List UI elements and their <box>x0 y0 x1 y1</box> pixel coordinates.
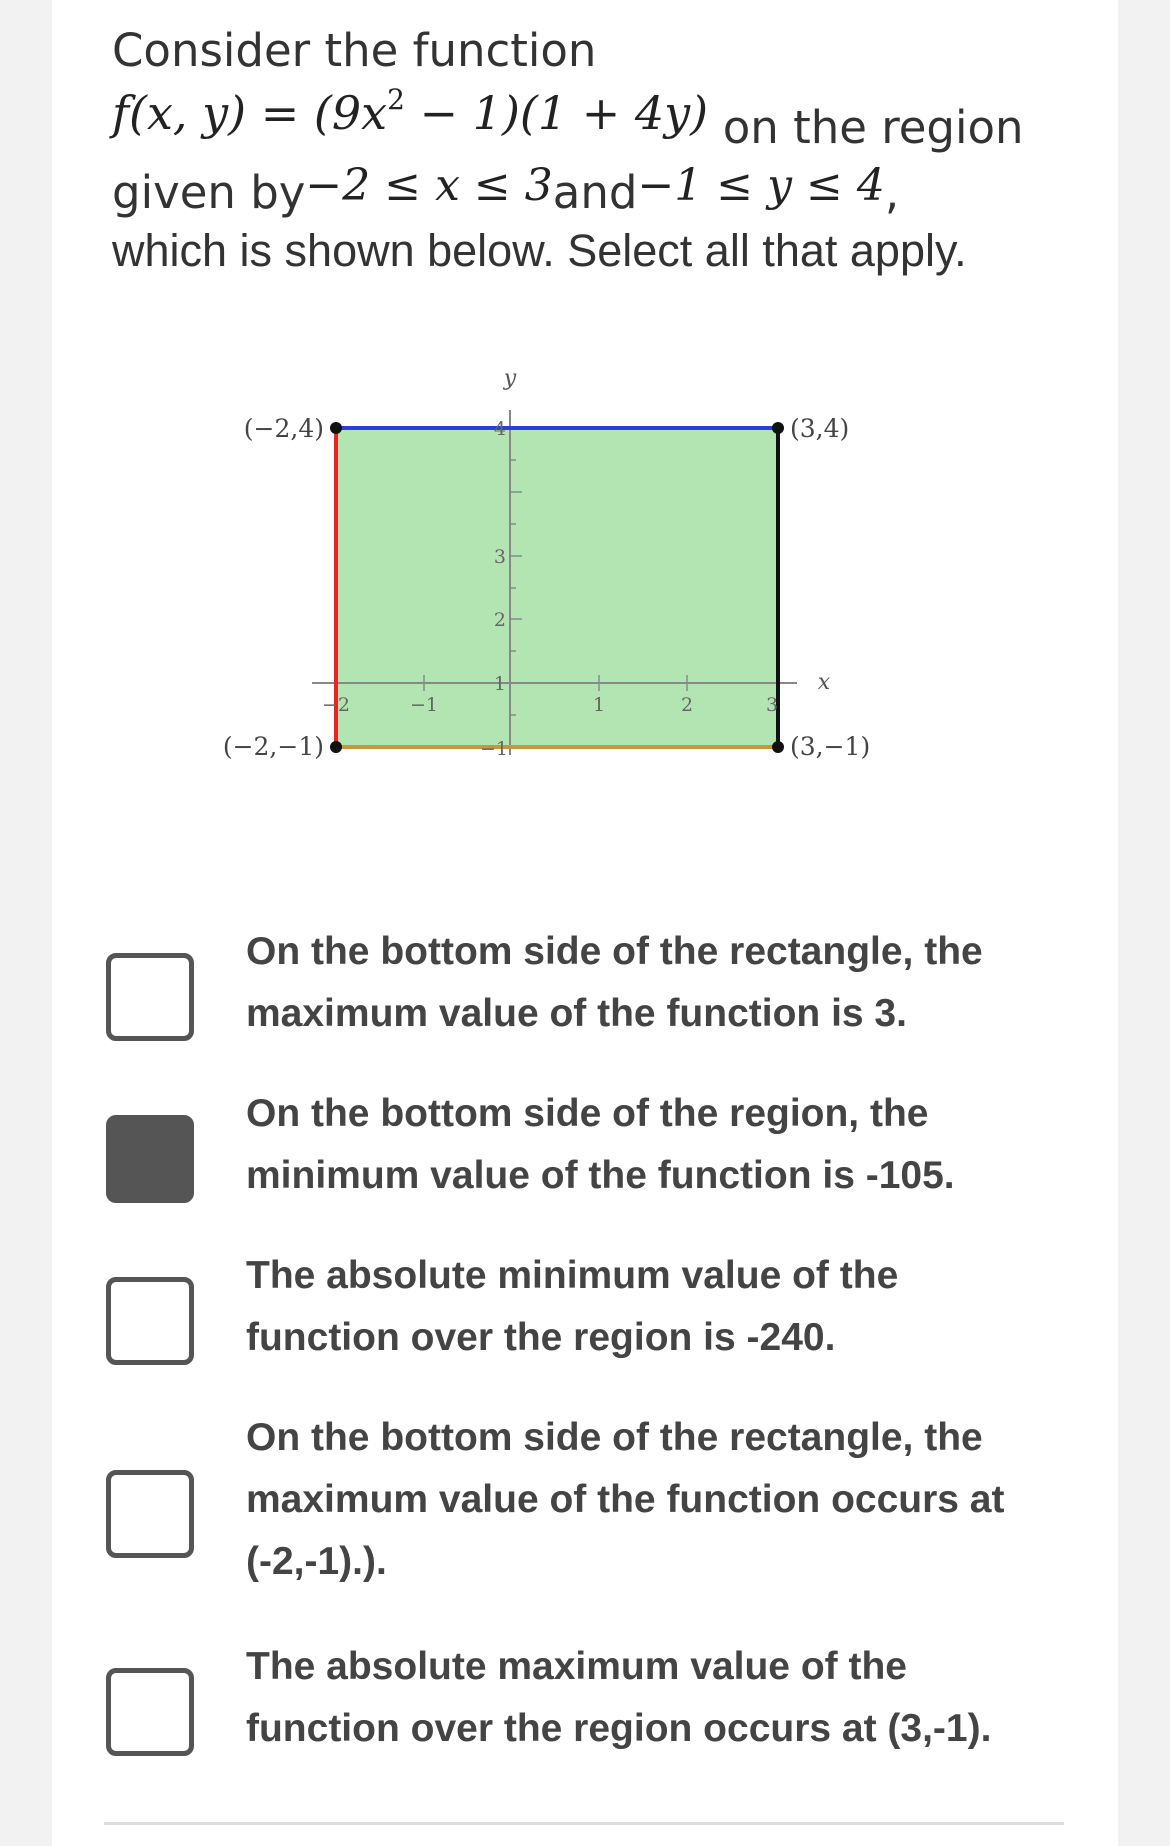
function-expr-a: (9x <box>313 86 388 140</box>
divider <box>104 1822 1064 1825</box>
x-tick-label: 2 <box>680 694 694 716</box>
option-3-checkbox[interactable] <box>106 1277 194 1365</box>
function-definition <box>112 83 1024 154</box>
question-line-4: which is shown below. Select all that apply. <box>112 225 967 276</box>
x-tick-label: −1 <box>409 694 439 716</box>
y-tick-label: 4 <box>493 418 506 440</box>
equals-sign: = <box>260 86 300 140</box>
corner-point-bottom-left <box>330 741 342 753</box>
function-expr-b: − 1)(1 + 4y) <box>404 86 709 140</box>
y-axis-label: y <box>503 366 517 391</box>
option-1-label[interactable]: On the bottom side of the rectangle, the maximum value of the function is 3. <box>246 930 983 1035</box>
option-3-label[interactable]: The absolute minimum value of the function over the region is -240. <box>246 1254 899 1359</box>
option-2-checkbox[interactable] <box>106 1115 194 1203</box>
y-tick-label: 1 <box>493 673 506 695</box>
corner-point-top-right <box>772 422 784 434</box>
corner-label-bottom-left: (−2,−1) <box>222 732 324 761</box>
option-2-label[interactable]: On the bottom side of the region, the minimum value of the function is -105. <box>246 1092 955 1197</box>
function-name: f <box>112 86 130 140</box>
y-tick-label: −1 <box>479 738 508 760</box>
given-by-text: given by <box>112 166 306 219</box>
x-tick-label: 3 <box>765 694 779 716</box>
corner-label-top-left: (−2,4) <box>243 414 324 443</box>
option-4-checkbox[interactable] <box>106 1470 194 1558</box>
option-4-label[interactable]: On the bottom side of the rectangle, the maximum value of the function occurs at (-2,-1).). <box>246 1416 1005 1583</box>
option-1-checkbox[interactable] <box>106 953 194 1041</box>
x-tick-label: 1 <box>592 694 606 716</box>
and-text: and <box>552 166 638 219</box>
corner-point-top-left <box>330 422 342 434</box>
function-exponent: 2 <box>387 83 405 116</box>
x-axis-label: x <box>817 670 831 695</box>
y-tick-label: 3 <box>493 546 506 568</box>
corner-point-bottom-right <box>772 741 784 753</box>
corner-label-bottom-right: (3,−1) <box>790 732 871 761</box>
y-range: −1 ≤ y ≤ 4 <box>637 160 885 211</box>
comma-text: , <box>884 166 900 219</box>
y-tick-label: 2 <box>493 609 506 631</box>
on-region-text: on the region <box>722 101 1024 154</box>
function-args: (x, y) <box>129 86 247 140</box>
region-fill <box>336 428 778 747</box>
question-line-1: Consider the function <box>112 24 597 77</box>
option-5-checkbox[interactable] <box>106 1668 194 1756</box>
region-graph <box>212 355 1012 775</box>
option-5-label[interactable]: The absolute maximum value of the function over the region occurs at (3,-1). <box>246 1645 992 1750</box>
x-tick-label: −2 <box>321 694 351 716</box>
x-range: −2 ≤ x ≤ 3 <box>305 160 553 211</box>
corner-label-top-right: (3,4) <box>790 414 850 443</box>
question-line-3 <box>112 160 900 219</box>
question-card <box>52 0 1118 1846</box>
